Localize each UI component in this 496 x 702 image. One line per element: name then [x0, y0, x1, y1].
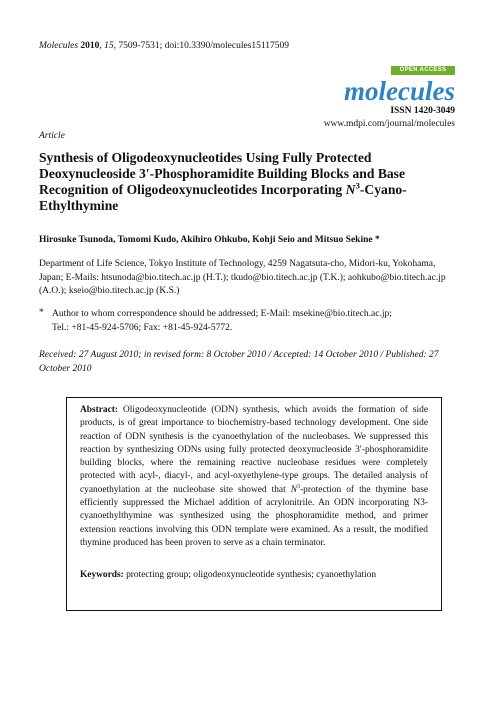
- title-superscript: 3: [355, 180, 360, 191]
- title-n: N: [345, 182, 356, 197]
- issn: ISSN 1420-3049: [390, 106, 455, 116]
- keywords-text: protecting group; oligodeoxynucleotide synthesis; cyanoethylation: [123, 570, 377, 580]
- correspondence-email: Author to whom correspondence should be addressed; E-Mail: msekine@bio.titech.ac.jp;: [52, 309, 392, 319]
- abstract-text-1: Oligodeoxynucleotide (ODN) synthesis, which avoids the formation of side products, is of great importance to biochemistry-based technology development. One side reaction of ODN synthesis is the cyanoethylation of the nucleobases. We suppressed this reaction by synthesizing ODNs using fully protected deoxynucleoside 3′-phosphoramidite building blocks, where the remaining reactive nucleobase residues were completely protected with acyl-, diacyl-, and acyl-oxyethylene-type groups. The detailed analysis of cyanoethylation at the nucleobase site showed that: [80, 405, 428, 495]
- citation-pages-doi: , 7509-7531; doi:10.3390/molecules15117509: [113, 41, 290, 51]
- correspondence-marker: *: [39, 308, 44, 318]
- abstract-superscript: 3: [297, 483, 301, 490]
- abstract-label: Abstract:: [80, 405, 119, 415]
- citation-year: 2010: [80, 41, 100, 51]
- journal-logo: molecules: [344, 76, 455, 106]
- correspondence: [52, 308, 452, 335]
- open-access-badge: OPEN ACCESS: [391, 66, 455, 75]
- citation-volume: 15: [104, 41, 114, 51]
- journal-website-link[interactable]: www.mdpi.com/journal/molecules: [323, 119, 455, 129]
- keywords: [80, 569, 428, 582]
- abstract-text-2: -protection of the thymine base efficiently suppressed the Michael addition of acrylonitrile. An ODN incorporating N3-cyanoethylthymine was synthesized using the phosphoramidite method, and primer extension reactions involving this ODN template were examined. As a result, the modified thymine produced has been proven to serve as a chain terminator.: [80, 484, 428, 548]
- keywords-label: Keywords:: [80, 570, 124, 580]
- correspondence-phone: Tel.: +81-45-924-5706; Fax: +81-45-924-5772.: [52, 322, 233, 333]
- abstract: [80, 404, 428, 550]
- title-main: Synthesis of Oligodeoxynucleotides Using Fully Protected Deoxynucleoside 3′-Phosphoramidite Building Blocks and Base Recognition of Oligodeoxynucleotides Incorporating: [39, 150, 406, 197]
- abstract-n: N: [290, 484, 298, 495]
- article-title: [39, 150, 459, 214]
- publication-dates: Received: 27 August 2010; in revised form: 8 October 2010 / Accepted: 14 October 2010 / Published: 27 October 2010: [39, 350, 439, 374]
- author-list: Hirosuke Tsunoda, Tomomi Kudo, Akihiro Ohkubo, Kohji Seio and Mitsuo Sekine *: [39, 235, 380, 245]
- title-end: -Cyano-Ethylthymine: [39, 182, 407, 213]
- journal-citation: Molecules 2010, 15, 7509-7531; doi:10.3390/molecules15117509: [39, 41, 290, 51]
- citation-journal-name: Molecules: [39, 41, 79, 51]
- affiliation: Department of Life Science, Tokyo Institute of Technology, 4259 Nagatsuta-cho, Midori-ku, Yokohama, Japan; E-Mails: htsunoda@bio.titech.ac.jp (H.T.); tkudo@bio.titech.ac.jp (T.K.); aohkubo@bio.titech.ac.jp (A.O.); kseio@bio.titech.ac.jp (K.S.): [39, 259, 446, 296]
- article-type: Article: [39, 131, 65, 141]
